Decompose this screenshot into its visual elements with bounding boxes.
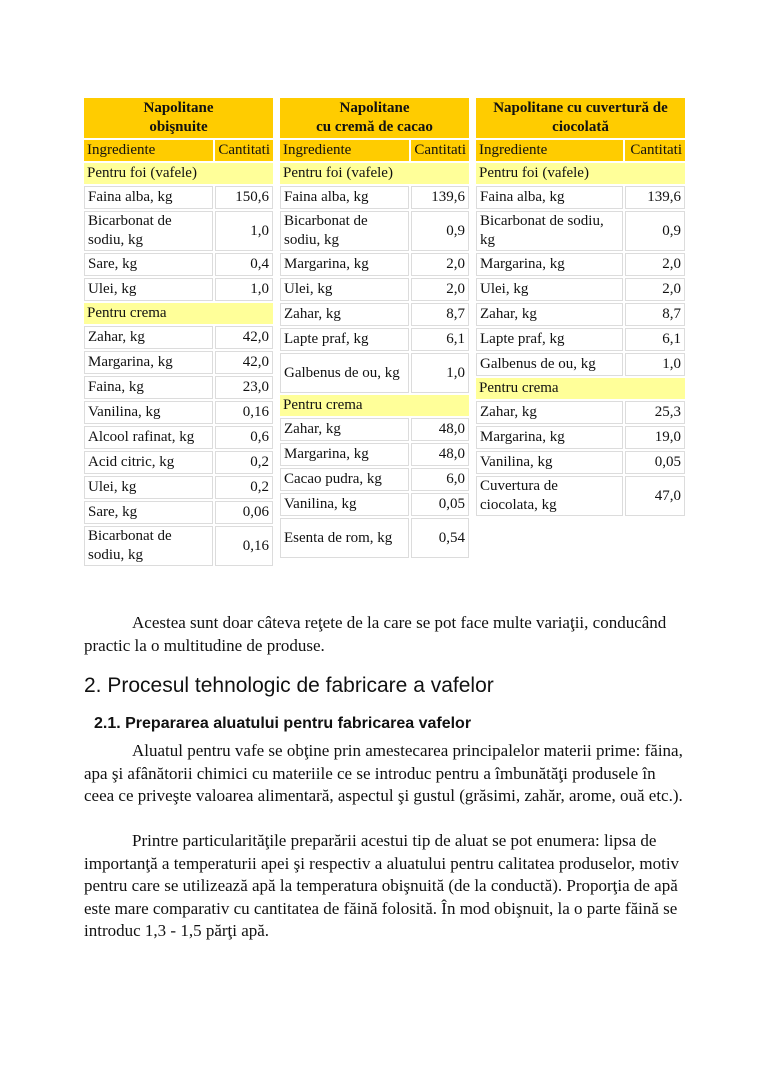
ingredient-quantity: 2,0 xyxy=(411,253,469,276)
table-header-row xyxy=(280,140,469,161)
ingredient-name: Zahar, kg xyxy=(476,303,623,326)
ingredient-name: Cacao pudra, kg xyxy=(280,468,409,491)
ingredient-quantity: 150,6 xyxy=(215,186,273,209)
table-row xyxy=(280,211,469,251)
table-title: Napolitane cu cremă de cacao xyxy=(280,98,469,138)
ingredient-name: Sare, kg xyxy=(84,253,213,276)
ingredient-quantity: 48,0 xyxy=(411,443,469,466)
table-row xyxy=(280,253,469,276)
ingredient-name: Vanilina, kg xyxy=(280,493,409,516)
recipe-table-crema-cacao xyxy=(278,96,471,560)
ingredient-quantity: 42,0 xyxy=(215,326,273,349)
table-row xyxy=(476,353,685,376)
table-row xyxy=(476,451,685,474)
section-row xyxy=(280,163,469,184)
ingredient-name: Ulei, kg xyxy=(84,476,213,499)
column-header-ingrediente: Ingrediente xyxy=(84,140,213,161)
ingredient-quantity: 0,4 xyxy=(215,253,273,276)
table-row xyxy=(84,211,273,251)
ingredient-quantity: 1,0 xyxy=(215,278,273,301)
table-row xyxy=(84,451,273,474)
ingredient-name: Acid citric, kg xyxy=(84,451,213,474)
table-row xyxy=(280,186,469,209)
ingredient-name: Zahar, kg xyxy=(280,418,409,441)
table-row xyxy=(280,443,469,466)
ingredient-quantity: 0,05 xyxy=(625,451,685,474)
table-row xyxy=(84,476,273,499)
ingredient-quantity: 23,0 xyxy=(215,376,273,399)
column-header-cantitati: Cantitati xyxy=(625,140,685,161)
table-row xyxy=(476,476,685,516)
table-row xyxy=(476,211,685,251)
table-row xyxy=(476,186,685,209)
section-label: Pentru foi (vafele) xyxy=(280,163,469,184)
table-title-row xyxy=(280,98,469,138)
ingredient-name: Alcool rafinat, kg xyxy=(84,426,213,449)
ingredient-name: Bicarbonat de sodiu, kg xyxy=(280,211,409,251)
table-row xyxy=(280,328,469,351)
ingredient-name: Ulei, kg xyxy=(280,278,409,301)
ingredient-quantity: 1,0 xyxy=(411,353,469,393)
ingredient-name: Margarina, kg xyxy=(280,443,409,466)
section-row xyxy=(280,395,469,416)
body-paragraph-1: Aluatul pentru vafe se obţine prin amestecarea principalelor materii prime: făina, apa şi afânătorii chimici cu materiile ce se introduc pentru a îmbunătăţi produsele în ceea ce priveşte valoarea alimentară, aspectul şi gustul (grăsimi, zahăr, arome, ouă etc.). xyxy=(84,741,683,805)
ingredient-name: Margarina, kg xyxy=(476,426,623,449)
table-row xyxy=(280,518,469,558)
ingredient-quantity: 25,3 xyxy=(625,401,685,424)
ingredient-name: Faina alba, kg xyxy=(84,186,213,209)
ingredient-name: Bicarbonat de sodiu, kg xyxy=(476,211,623,251)
ingredient-quantity: 0,2 xyxy=(215,476,273,499)
section-label: Pentru foi (vafele) xyxy=(84,163,273,184)
ingredient-name: Bicarbonat de sodiu, kg xyxy=(84,526,213,566)
ingredient-quantity: 139,6 xyxy=(411,186,469,209)
subsection-heading: 2.1. Prepararea aluatului pentru fabricarea vafelor xyxy=(94,715,472,732)
ingredient-name: Zahar, kg xyxy=(84,326,213,349)
section-row xyxy=(476,163,685,184)
column-header-cantitati: Cantitati xyxy=(411,140,469,161)
table-row xyxy=(84,326,273,349)
section-row xyxy=(84,163,273,184)
ingredient-quantity: 6,0 xyxy=(411,468,469,491)
table-title: Napolitane obişnuite xyxy=(84,98,273,138)
ingredient-name: Vanilina, kg xyxy=(476,451,623,474)
table-row xyxy=(84,351,273,374)
ingredient-quantity: 0,6 xyxy=(215,426,273,449)
intro-paragraph: Acestea sunt doar câteva reţete de la care se pot face multe variaţii, conducând practic la o multitudine de produse. xyxy=(84,613,667,655)
table-row xyxy=(280,278,469,301)
ingredient-name: Margarina, kg xyxy=(476,253,623,276)
ingredient-quantity: 6,1 xyxy=(411,328,469,351)
ingredient-quantity: 19,0 xyxy=(625,426,685,449)
table-row xyxy=(84,278,273,301)
column-header-ingrediente: Ingrediente xyxy=(280,140,409,161)
ingredient-name: Ulei, kg xyxy=(84,278,213,301)
table-title-row xyxy=(476,98,685,138)
table-header-row xyxy=(476,140,685,161)
ingredient-name: Zahar, kg xyxy=(476,401,623,424)
table-row xyxy=(280,353,469,393)
ingredient-name: Faina alba, kg xyxy=(280,186,409,209)
column-header-cantitati: Cantitati xyxy=(215,140,273,161)
ingredient-name: Margarina, kg xyxy=(280,253,409,276)
table-row xyxy=(476,303,685,326)
table-row xyxy=(84,376,273,399)
table-row xyxy=(84,501,273,524)
ingredient-name: Margarina, kg xyxy=(84,351,213,374)
table-row xyxy=(476,328,685,351)
ingredient-quantity: 0,06 xyxy=(215,501,273,524)
ingredient-name: Galbenus de ou, kg xyxy=(476,353,623,376)
table-header-row xyxy=(84,140,273,161)
section-label: Pentru crema xyxy=(84,303,273,324)
ingredient-quantity: 1,0 xyxy=(625,353,685,376)
ingredient-name: Esenta de rom, kg xyxy=(280,518,409,558)
ingredient-name: Ulei, kg xyxy=(476,278,623,301)
section-label: Pentru foi (vafele) xyxy=(476,163,685,184)
table-row xyxy=(476,401,685,424)
table-row xyxy=(84,186,273,209)
table-row xyxy=(280,303,469,326)
ingredient-quantity: 0,05 xyxy=(411,493,469,516)
section-label: Pentru crema xyxy=(280,395,469,416)
section-row xyxy=(84,303,273,324)
table-row xyxy=(84,426,273,449)
ingredient-quantity: 2,0 xyxy=(625,253,685,276)
recipe-table-obisnuite xyxy=(82,96,275,568)
ingredient-quantity: 47,0 xyxy=(625,476,685,516)
ingredient-name: Sare, kg xyxy=(84,501,213,524)
ingredient-name: Faina, kg xyxy=(84,376,213,399)
ingredient-name: Lapte praf, kg xyxy=(280,328,409,351)
ingredient-quantity: 1,0 xyxy=(215,211,273,251)
ingredient-quantity: 0,9 xyxy=(411,211,469,251)
ingredient-name: Zahar, kg xyxy=(280,303,409,326)
table-row xyxy=(280,493,469,516)
ingredient-name: Bicarbonat de sodiu, kg xyxy=(84,211,213,251)
ingredient-quantity: 48,0 xyxy=(411,418,469,441)
table-row xyxy=(476,278,685,301)
ingredient-quantity: 0,16 xyxy=(215,401,273,424)
ingredient-quantity: 2,0 xyxy=(411,278,469,301)
section-row xyxy=(476,378,685,399)
section-label: Pentru crema xyxy=(476,378,685,399)
ingredient-quantity: 0,2 xyxy=(215,451,273,474)
body-paragraph-2: Printre particularităţile preparării acestui tip de aluat se pot enumera: lipsa de importanţă a temperaturii apei şi respectiv a aluatului pentru calitatea produselor, motiv pentru care se utilizează apă la temperatura obişnuită (de la conductă). Proporţia de apă este mare comparativ cu cantitatea de făină folosită. În mod obişnuit, la o parte făină se introduc 1,3 - 1,5 părţi apă. xyxy=(84,831,680,940)
ingredient-quantity: 42,0 xyxy=(215,351,273,374)
ingredient-quantity: 0,9 xyxy=(625,211,685,251)
ingredient-quantity: 0,16 xyxy=(215,526,273,566)
ingredient-quantity: 2,0 xyxy=(625,278,685,301)
column-header-ingrediente: Ingrediente xyxy=(476,140,623,161)
ingredient-quantity: 8,7 xyxy=(625,303,685,326)
table-row xyxy=(476,253,685,276)
table-row xyxy=(280,418,469,441)
ingredient-name: Faina alba, kg xyxy=(476,186,623,209)
ingredient-quantity: 139,6 xyxy=(625,186,685,209)
ingredient-name: Galbenus de ou, kg xyxy=(280,353,409,393)
ingredient-quantity: 6,1 xyxy=(625,328,685,351)
ingredient-quantity: 8,7 xyxy=(411,303,469,326)
ingredient-name: Vanilina, kg xyxy=(84,401,213,424)
table-row xyxy=(476,426,685,449)
ingredient-name: Cuvertura de ciocolata, kg xyxy=(476,476,623,516)
table-title: Napolitane cu cuvertură de ciocolată xyxy=(476,98,685,138)
section-heading: 2. Procesul tehnologic de fabricare a vafelor xyxy=(84,674,494,697)
table-row xyxy=(84,526,273,566)
table-title-row xyxy=(84,98,273,138)
table-row xyxy=(84,401,273,424)
ingredient-quantity: 0,54 xyxy=(411,518,469,558)
ingredient-name: Lapte praf, kg xyxy=(476,328,623,351)
recipe-table-cuvertura-ciocolata xyxy=(474,96,687,518)
table-row xyxy=(280,468,469,491)
table-row xyxy=(84,253,273,276)
